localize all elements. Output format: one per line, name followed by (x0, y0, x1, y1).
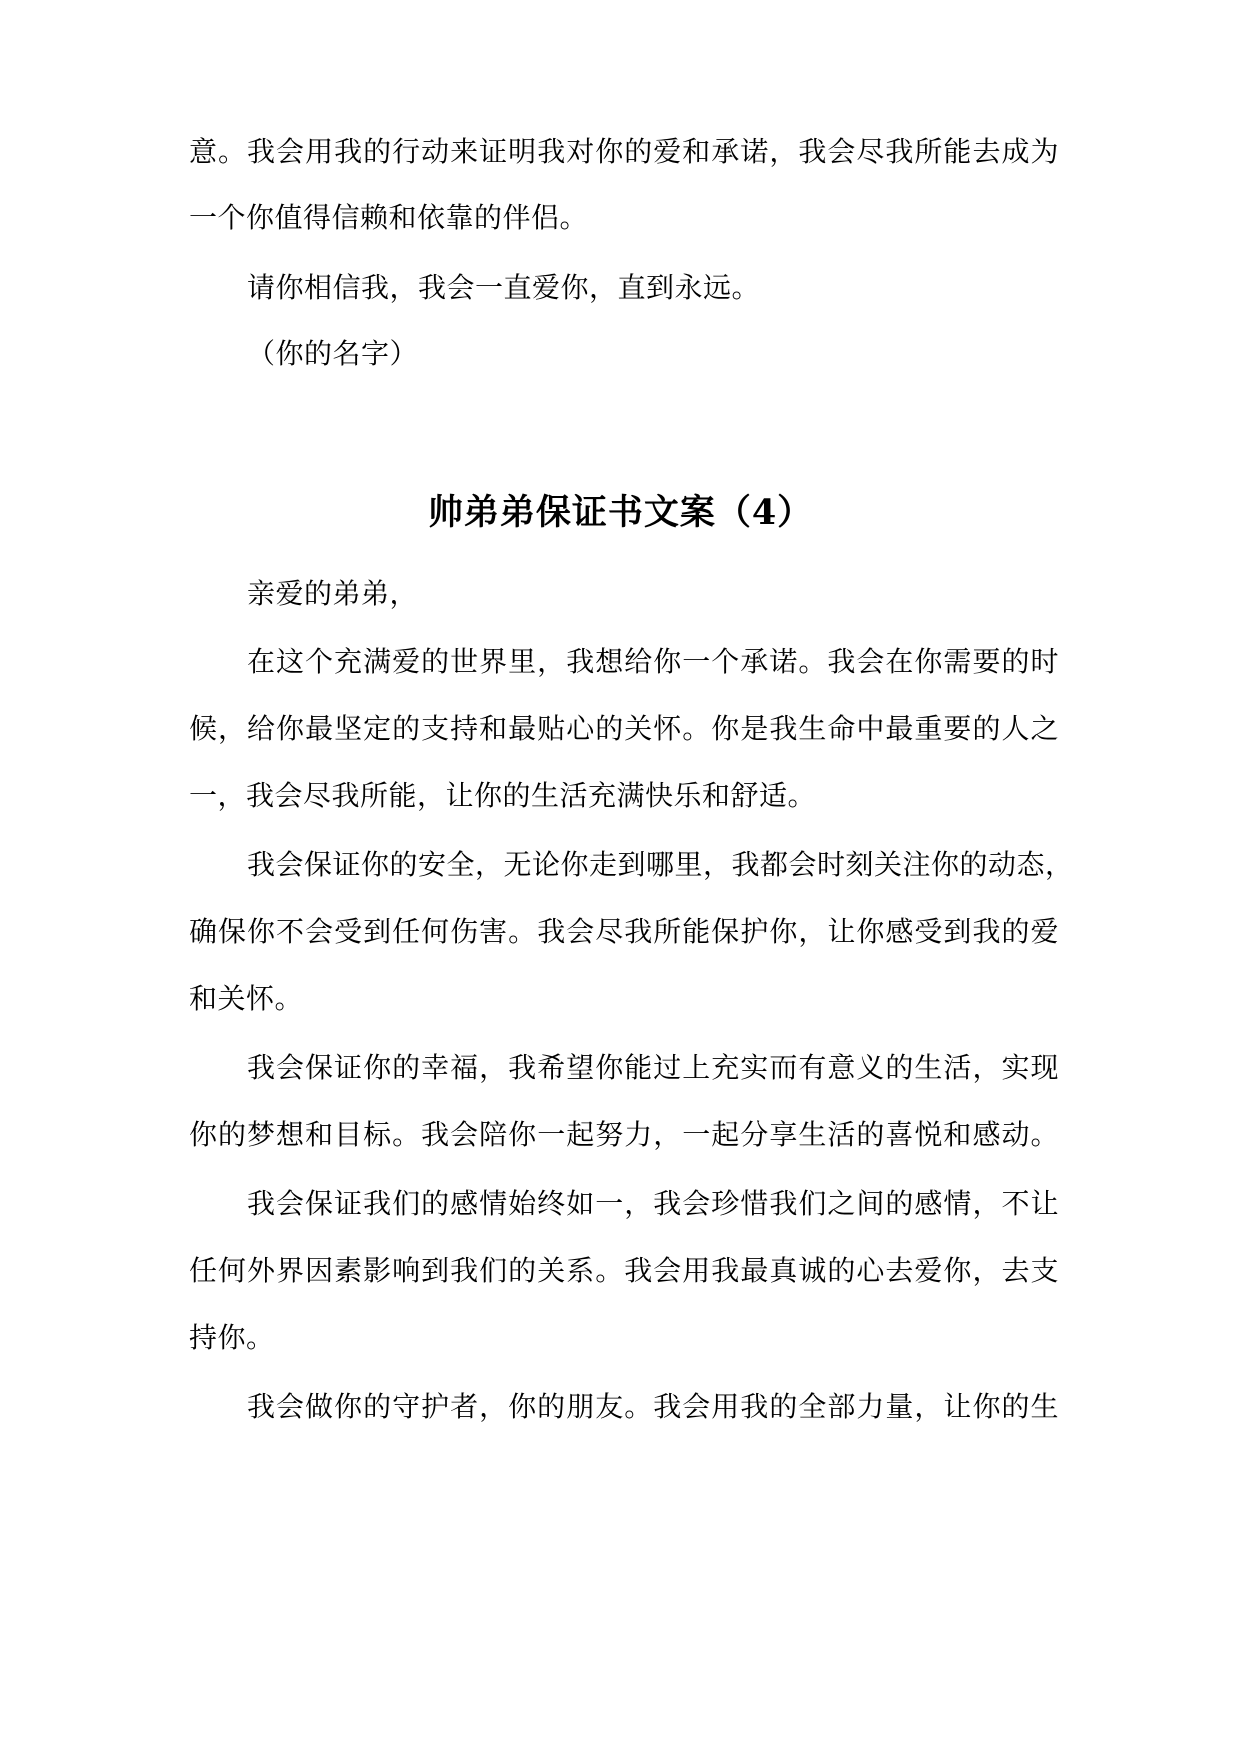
paragraph-line: 确保你不会受到任何伤害。我会尽我所能保护你，让你感受到我的爱 (189, 915, 1059, 948)
section-title: 帅弟弟保证书文案（4） (427, 492, 814, 533)
paragraph-line: 和关怀。 (189, 982, 304, 1015)
text-line: 意。我会用我的行动来证明我对你的爱和承诺，我会尽我所能去成为 (189, 135, 1059, 168)
salutation: 亲爱的弟弟， (247, 577, 419, 610)
paragraph-line: 任何外界因素影响到我们的关系。我会用我最真诚的心去爱你，去支 (189, 1254, 1059, 1287)
signature-placeholder: （你的名字） (247, 337, 419, 370)
paragraph-line: 持你。 (189, 1321, 275, 1354)
paragraph-line: 我会保证我们的感情始终如一，我会珍惜我们之间的感情，不让 (247, 1187, 1059, 1220)
paragraph-line: 候，给你最坚定的支持和最贴心的关怀。你是我生命中最重要的人之 (189, 712, 1059, 745)
paragraph-line: 我会保证你的幸福，我希望你能过上充实而有意义的生活，实现 (247, 1051, 1059, 1084)
closing-line: 请你相信我，我会一直爱你，直到永远。 (247, 271, 761, 304)
paragraph-line: 在这个充满爱的世界里，我想给你一个承诺。我会在你需要的时 (247, 645, 1059, 678)
paragraph-line: 一，我会尽我所能，让你的生活充满快乐和舒适。 (189, 779, 817, 812)
paragraph-line: 我会保证你的安全，无论你走到哪里，我都会时刻关注你的动态， (247, 848, 1074, 881)
paragraph-line: 我会做你的守护者，你的朋友。我会用我的全部力量，让你的生 (247, 1390, 1059, 1423)
text-line: 一个你值得信赖和依靠的伴侣。 (189, 201, 589, 234)
paragraph-line: 你的梦想和目标。我会陪你一起努力，一起分享生活的喜悦和感动。 (189, 1118, 1059, 1151)
